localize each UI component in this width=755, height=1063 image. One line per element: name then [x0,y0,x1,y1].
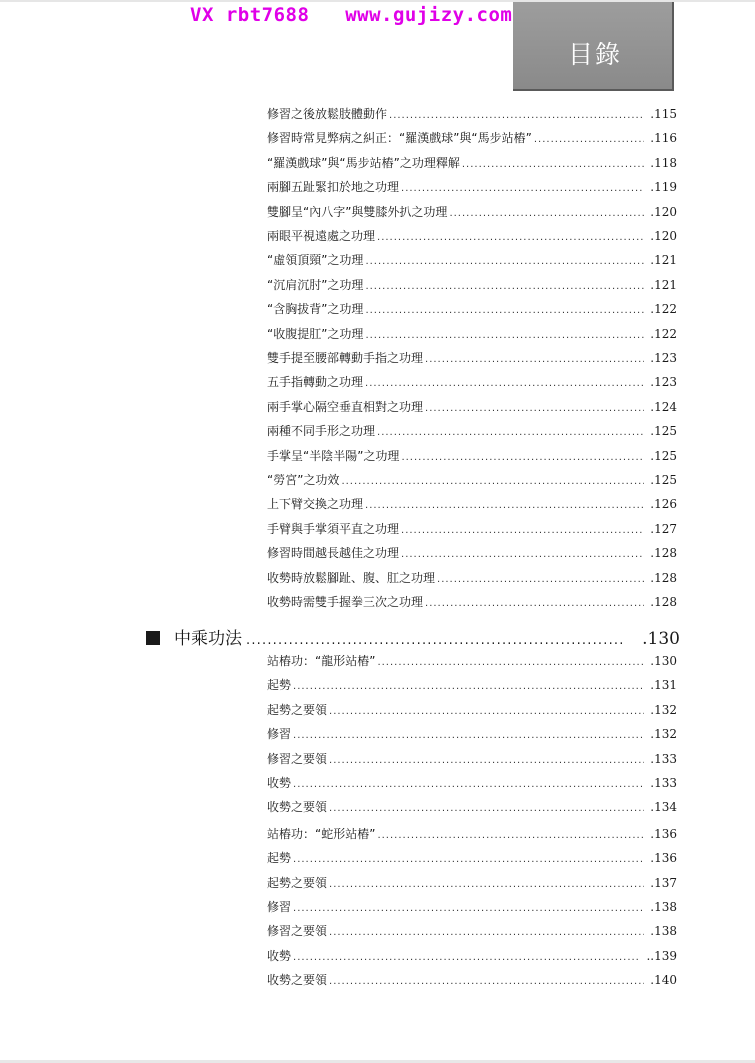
toc-entry-page-number: .125 [650,473,677,487]
leader-dots [401,179,644,199]
toc-entry-page-number: .120 [650,229,677,243]
toc-entry-label: 修習時常見弊病之糾正：“羅漢戲球”與“馬步站樁” [267,131,532,145]
toc-entry-page-number: .127 [650,522,677,536]
toc-entry-page-number: .134 [650,800,677,814]
toc-entry-label: 手掌呈“半陰半陽”之功理 [267,449,400,463]
toc-entry[interactable] [267,104,677,124]
toc-entry-label: 兩手掌心隔空垂直相對之功理 [267,400,424,414]
toc-entry-page-number: .122 [650,302,677,316]
leader-dots [293,948,640,968]
chapter-header-box [513,2,674,91]
toc-entry-label: 修習 [267,727,292,741]
toc-entry-page-number: .128 [650,546,677,560]
toc-entry-page-number: .121 [650,253,677,267]
toc-entry-page-number: .123 [650,351,677,365]
toc-entry[interactable] [267,773,677,793]
toc-entry[interactable] [267,946,677,966]
leader-dots [377,423,644,443]
toc-entry-label: 兩眼平視遠處之功理 [267,229,376,243]
leader-dots [377,653,644,673]
toc-entry[interactable] [267,675,677,695]
toc-entry[interactable] [267,348,677,368]
toc-entry[interactable] [267,873,677,893]
toc-entry-label: 上下臂交換之功理 [267,497,364,511]
leader-dots [425,350,644,370]
toc-entry[interactable] [267,543,677,563]
toc-entry[interactable] [267,372,677,392]
toc-entry-page-number: .119 [650,180,677,194]
leader-dots [293,850,644,870]
toc-entry-label: 收勢時需雙手握拳三次之功理 [267,595,424,609]
leader-dots [534,130,644,150]
toc-entry-page-number: .128 [650,571,677,585]
leader-dots [341,472,644,492]
toc-entry-label: 兩腳五趾緊扣於地之功理 [267,180,400,194]
toc-entry[interactable] [267,797,677,817]
leader-dots [329,751,644,771]
toc-entry-page-number: .122 [650,327,677,341]
toc-entry-label: “收腹提肛”之功理 [267,327,364,341]
toc-entry-label: 收勢之要領 [267,800,328,814]
toc-entry-page-number: .133 [650,776,677,790]
toc-entry-page-number: .138 [650,924,677,938]
toc-entry[interactable] [267,700,677,720]
toc-entry[interactable] [267,250,677,270]
toc-entry-page-number: ..139 [646,949,677,963]
toc-entry-page-number: .125 [650,424,677,438]
leader-dots [401,545,644,565]
toc-entry[interactable] [267,446,677,466]
toc-entry-label: 五手指轉動之功理 [267,375,364,389]
toc-entry-page-number: .138 [650,900,677,914]
toc-entry-label: 收勢時放鬆腳趾、腹、肛之功理 [267,571,436,585]
leader-dots [365,252,644,272]
toc-entry-page-number: .121 [650,278,677,292]
toc-entry[interactable] [267,421,677,441]
leader-dots [365,277,644,297]
toc-entry[interactable] [267,177,677,197]
toc-entry-label: 修習之要領 [267,924,328,938]
toc-entry[interactable] [267,592,677,612]
toc-entry-label: 收勢 [267,776,292,790]
section-page-number: .130 [642,629,680,649]
page-title: 目錄 [567,40,622,69]
leader-dots [425,399,644,419]
toc-entry-page-number: .116 [650,131,677,145]
toc-entry-label: 收勢 [267,949,292,963]
toc-entry-label: 修習之後放鬆肢體動作 [267,107,388,121]
leader-dots [293,775,644,795]
toc-entry[interactable] [267,153,677,173]
toc-entry-page-number: .140 [650,973,677,987]
toc-entry-label: “沉肩沉肘”之功理 [267,278,364,292]
toc-entry-label: 兩種不同手形之功理 [267,424,376,438]
toc-entry-page-number: .133 [650,752,677,766]
toc-entry[interactable] [267,226,677,246]
toc-entry-page-number: .137 [650,876,677,890]
toc-entry-page-number: .132 [650,727,677,741]
toc-entry[interactable] [267,824,677,844]
toc-entry-page-number: .118 [650,156,677,170]
toc-entry[interactable] [267,128,677,148]
leader-dots [365,326,644,346]
toc-entry-label: 雙腳呈“內八字”與雙膝外扒之功理 [267,205,448,219]
leader-dots [293,899,644,919]
leader-dots [293,677,644,697]
toc-entry[interactable] [267,397,677,417]
toc-entry-page-number: .132 [650,703,677,717]
toc-entry[interactable] [267,897,677,917]
toc-entry-page-number: .125 [650,449,677,463]
leader-dots [246,629,622,653]
toc-entry-label: 修習時間越長越佳之功理 [267,546,400,560]
section-heading[interactable] [146,627,680,651]
leader-dots [401,521,644,541]
toc-entry-label: 起勢之要領 [267,703,328,717]
toc-entry[interactable] [267,470,677,490]
leader-dots [329,702,644,722]
toc-entry[interactable] [267,519,677,539]
leader-dots [377,826,644,846]
toc-entry[interactable] [267,494,677,514]
toc-entry-page-number: .136 [650,851,677,865]
toc-entry-label: 收勢之要領 [267,973,328,987]
toc-entry[interactable] [267,568,677,588]
toc-entry[interactable] [267,324,677,344]
toc-entry-label: 站樁功：“龍形站樁” [267,654,376,668]
toc-entry-label: “含胸拔背”之功理 [267,302,364,316]
toc-entry[interactable] [267,651,677,671]
toc-entry-label: “勞宮”之功效 [267,473,340,487]
square-bullet-icon [146,631,160,645]
leader-dots [389,106,644,126]
toc-entry[interactable] [267,202,677,222]
toc-entry-label: 起勢之要領 [267,876,328,890]
toc-entry-label: 起勢 [267,678,292,692]
leader-dots [365,301,644,321]
leader-dots [329,799,644,819]
toc-entry-label: 手臂與手掌須平直之功理 [267,522,400,536]
toc-entry-page-number: .128 [650,595,677,609]
toc-entry-page-number: .120 [650,205,677,219]
leader-dots [377,228,644,248]
toc-entry-label: “羅漢戲球”與“馬步站樁”之功理釋解 [267,156,460,170]
toc-entry[interactable] [267,299,677,319]
watermark-text: VX rbt7688 www.gujizy.com [190,4,513,26]
leader-dots [329,972,644,992]
toc-entry[interactable] [267,275,677,295]
toc-entry[interactable] [267,970,677,990]
leader-dots [449,204,644,224]
toc-entry-page-number: .130 [650,654,677,668]
toc-entry-label: “虛領頂頸”之功理 [267,253,364,267]
toc-entry-page-number: .115 [650,107,677,121]
leader-dots [293,726,644,746]
toc-entry[interactable] [267,724,677,744]
toc-entry-page-number: .136 [650,827,677,841]
toc-entry[interactable] [267,848,677,868]
toc-entry-page-number: .124 [650,400,677,414]
toc-entry[interactable] [267,921,677,941]
toc-entry[interactable] [267,749,677,769]
toc-entry-label: 起勢 [267,851,292,865]
toc-entry-page-number: .131 [650,678,677,692]
leader-dots [329,923,644,943]
toc-entry-label: 修習之要領 [267,752,328,766]
section-label: 中乘功法 [174,629,242,649]
leader-dots [437,570,644,590]
leader-dots [425,594,644,614]
leader-dots [329,875,644,895]
toc-entry-label: 修習 [267,900,292,914]
toc-entry-label: 站樁功：“蛇形站樁” [267,827,376,841]
toc-entry-page-number: .123 [650,375,677,389]
toc-entry-page-number: .126 [650,497,677,511]
toc-entry-label: 雙手提至腰部轉動手指之功理 [267,351,424,365]
leader-dots [462,155,644,175]
leader-dots [365,496,644,516]
leader-dots [365,374,644,394]
leader-dots [401,448,644,468]
